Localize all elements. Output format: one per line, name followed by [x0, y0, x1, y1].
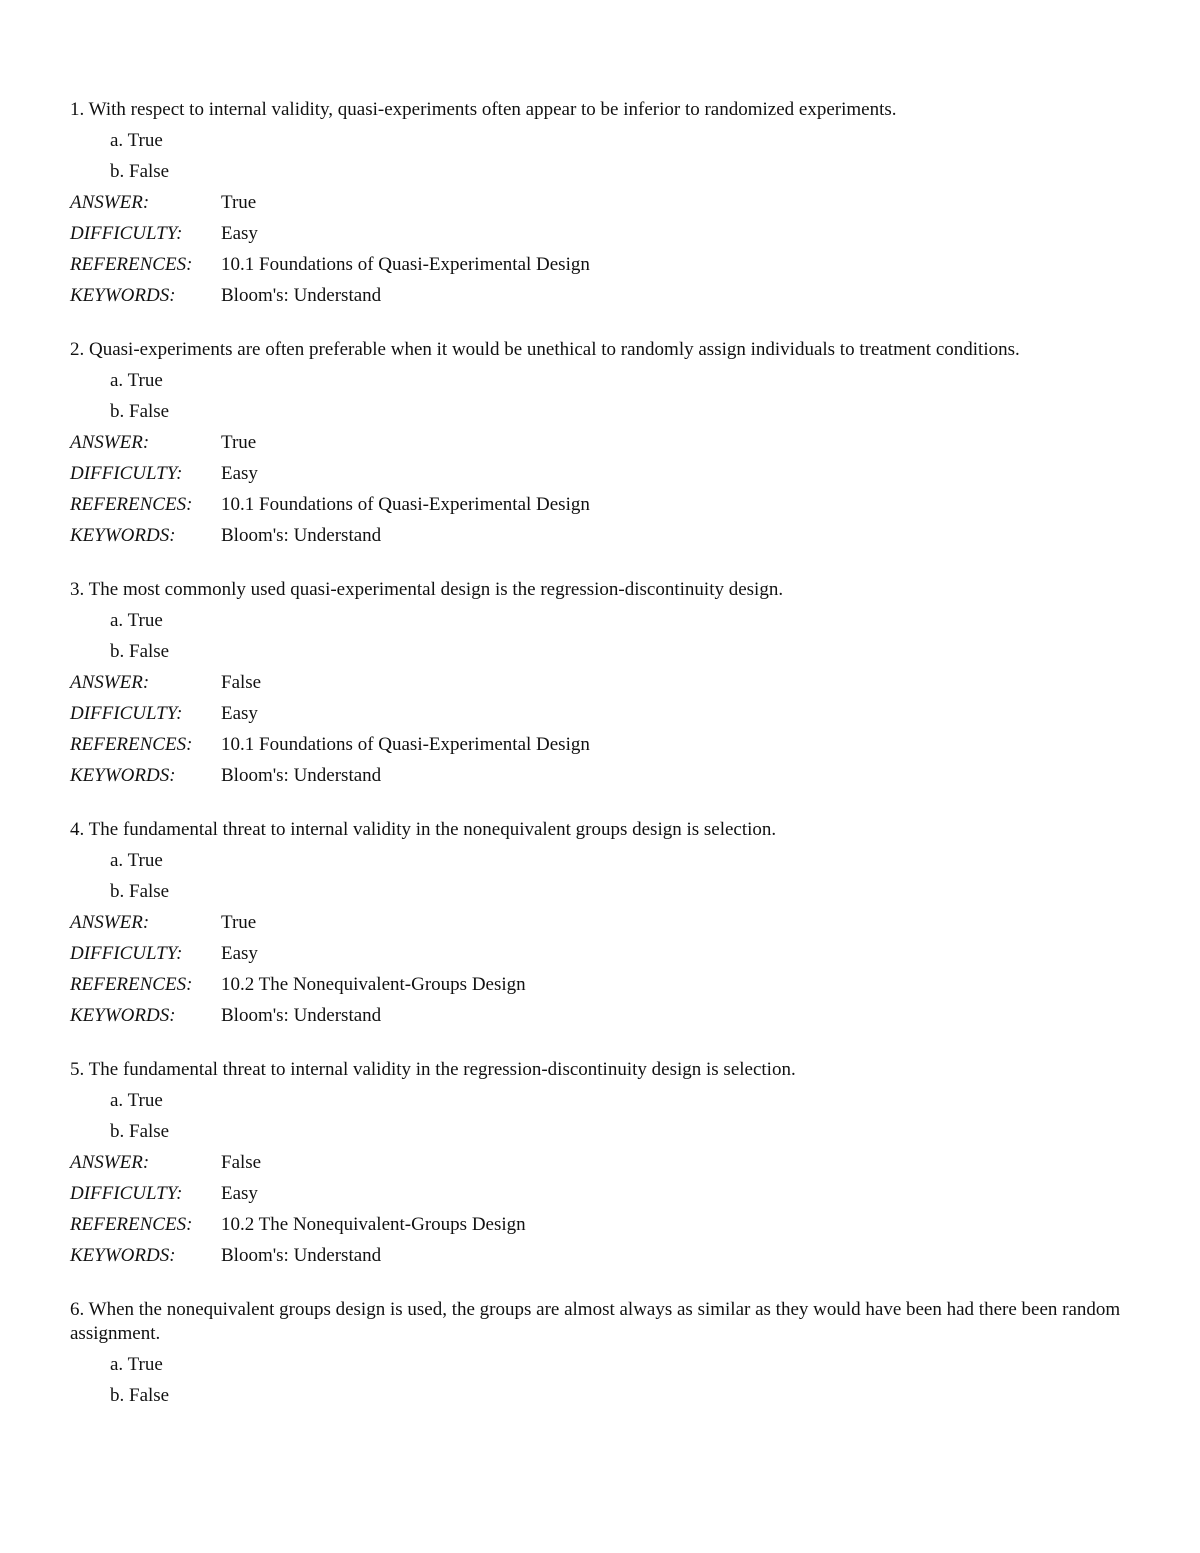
answer-row [70, 1147, 1130, 1178]
difficulty-label: DIFFICULTY: [70, 223, 183, 244]
question-3 [70, 578, 1130, 791]
answer-row [70, 667, 1130, 698]
difficulty-label: DIFFICULTY: [70, 943, 183, 964]
option-false: b. False [110, 1121, 170, 1142]
answer-row [70, 187, 1130, 218]
option-false: b. False [110, 881, 170, 902]
keywords-label: KEYWORDS: [70, 1005, 176, 1026]
answer-label: ANSWER: [70, 672, 150, 693]
question-text: 4. The fundamental threat to internal validity in the nonequivalent groups design is selection. [70, 819, 777, 840]
option-false: b. False [110, 1385, 170, 1406]
references-label: REFERENCES: [70, 254, 193, 275]
option-true: a. True [110, 370, 163, 391]
answer-label: ANSWER: [70, 1152, 150, 1173]
keywords-row [70, 280, 1130, 311]
difficulty-row [70, 1178, 1130, 1209]
option-false: b. False [110, 401, 170, 422]
keywords-row [70, 760, 1130, 791]
references-row [70, 969, 1130, 1000]
question-4 [70, 818, 1130, 1031]
answer-value: True [221, 192, 257, 213]
difficulty-label: DIFFICULTY: [70, 703, 183, 724]
option-true: a. True [110, 850, 163, 871]
difficulty-row [70, 698, 1130, 729]
answer-label: ANSWER: [70, 432, 150, 453]
keywords-label: KEYWORDS: [70, 525, 176, 546]
answer-label: ANSWER: [70, 912, 150, 933]
references-value: 10.2 The Nonequivalent-Groups Design [221, 1214, 526, 1235]
keywords-row [70, 1240, 1130, 1271]
difficulty-value: Easy [221, 703, 258, 724]
difficulty-value: Easy [221, 943, 258, 964]
question-6 [70, 1298, 1130, 1411]
keywords-label: KEYWORDS: [70, 285, 176, 306]
option-true: a. True [110, 1090, 163, 1111]
difficulty-row [70, 938, 1130, 969]
references-row [70, 1209, 1130, 1240]
keywords-row [70, 1000, 1130, 1031]
references-row [70, 249, 1130, 280]
option-false: b. False [110, 641, 170, 662]
question-text: 5. The fundamental threat to internal validity in the regression-discontinuity design is selection. [70, 1059, 796, 1080]
question-text: 1. With respect to internal validity, quasi-experiments often appear to be inferior to randomized experiments. [70, 99, 897, 120]
keywords-row [70, 520, 1130, 551]
references-value: 10.1 Foundations of Quasi-Experimental Design [221, 734, 590, 755]
references-value: 10.1 Foundations of Quasi-Experimental Design [221, 494, 590, 515]
question-text: 6. When the nonequivalent groups design is used, the groups are almost always as similar as they would have been had there been random assignment. [70, 1299, 1121, 1344]
document-page [70, 98, 1130, 1438]
keywords-value: Bloom's: Understand [221, 765, 382, 786]
keywords-value: Bloom's: Understand [221, 1245, 382, 1266]
question-text: 2. Quasi-experiments are often preferable when it would be unethical to randomly assign individuals to treatment conditions. [70, 339, 1020, 360]
option-false: b. False [110, 161, 170, 182]
option-true: a. True [110, 610, 163, 631]
references-value: 10.2 The Nonequivalent-Groups Design [221, 974, 526, 995]
keywords-label: KEYWORDS: [70, 765, 176, 786]
references-row [70, 729, 1130, 760]
references-label: REFERENCES: [70, 1214, 193, 1235]
keywords-label: KEYWORDS: [70, 1245, 176, 1266]
difficulty-row [70, 218, 1130, 249]
question-2 [70, 338, 1130, 551]
keywords-value: Bloom's: Understand [221, 1005, 382, 1026]
answer-row [70, 907, 1130, 938]
answer-value: False [221, 1152, 262, 1173]
question-text: 3. The most commonly used quasi-experimental design is the regression-discontinuity design. [70, 579, 784, 600]
difficulty-row [70, 458, 1130, 489]
answer-label: ANSWER: [70, 192, 150, 213]
difficulty-label: DIFFICULTY: [70, 463, 183, 484]
question-1 [70, 98, 1130, 311]
option-true: a. True [110, 1354, 163, 1375]
keywords-value: Bloom's: Understand [221, 525, 382, 546]
references-label: REFERENCES: [70, 734, 193, 755]
references-label: REFERENCES: [70, 494, 193, 515]
references-row [70, 489, 1130, 520]
keywords-value: Bloom's: Understand [221, 285, 382, 306]
answer-value: True [221, 912, 257, 933]
references-value: 10.1 Foundations of Quasi-Experimental Design [221, 254, 590, 275]
answer-value: False [221, 672, 262, 693]
difficulty-value: Easy [221, 223, 258, 244]
difficulty-value: Easy [221, 1183, 258, 1204]
references-label: REFERENCES: [70, 974, 193, 995]
answer-value: True [221, 432, 257, 453]
difficulty-value: Easy [221, 463, 258, 484]
difficulty-label: DIFFICULTY: [70, 1183, 183, 1204]
option-true: a. True [110, 130, 163, 151]
question-5 [70, 1058, 1130, 1271]
answer-row [70, 427, 1130, 458]
